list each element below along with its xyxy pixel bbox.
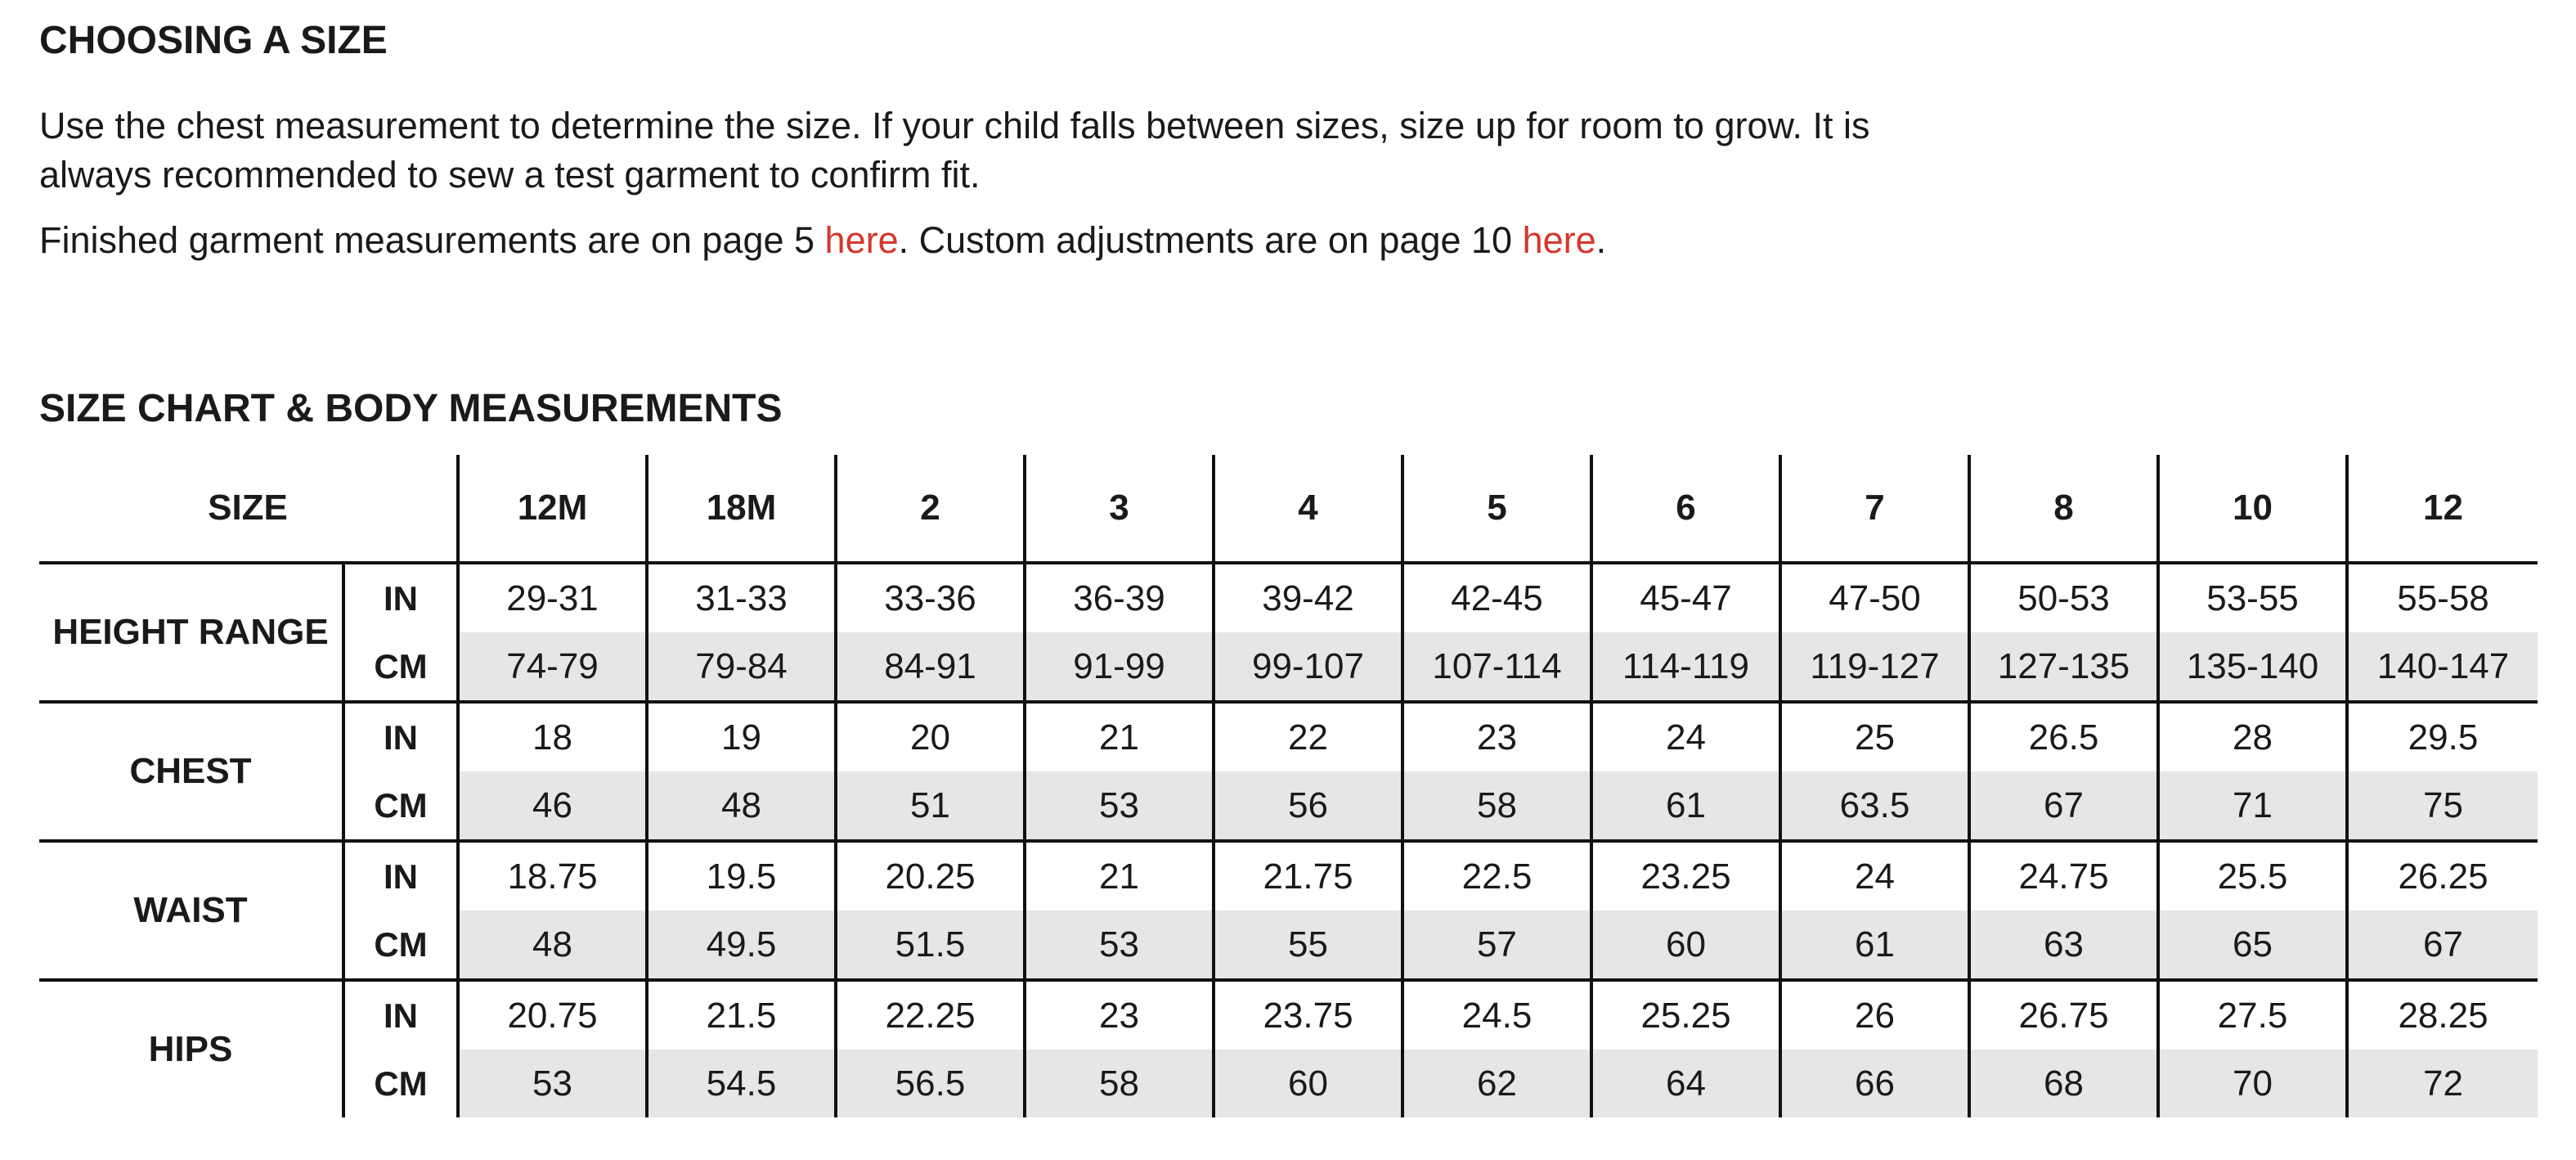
table-cell: 55-58 <box>2347 563 2538 632</box>
table-cell: 23 <box>1402 702 1591 771</box>
table-cell: 26 <box>1780 980 1969 1050</box>
table-cell: 71 <box>2158 771 2347 841</box>
table-cell: 63.5 <box>1780 771 1969 841</box>
garment-measurements-link[interactable]: here <box>824 219 899 261</box>
table-cell: 127-135 <box>1969 632 2158 702</box>
table-cell: 119-127 <box>1780 632 1969 702</box>
table-cell: 50-53 <box>1969 563 2158 632</box>
measurement-row-in <box>39 980 2538 1050</box>
unit-label-cm: CM <box>343 632 458 702</box>
table-cell: 20 <box>836 702 1025 771</box>
table-cell: 65 <box>2158 910 2347 980</box>
table-cell: 72 <box>2347 1050 2538 1117</box>
table-cell: 114-119 <box>1591 632 1780 702</box>
unit-label-in: IN <box>343 702 458 771</box>
table-cell: 20.75 <box>458 980 647 1050</box>
table-cell: 23.75 <box>1214 980 1402 1050</box>
table-cell: 23.25 <box>1591 841 1780 910</box>
table-cell: 28.25 <box>2347 980 2538 1050</box>
links-text-c: . <box>1595 219 1607 261</box>
table-cell: 24.75 <box>1969 841 2158 910</box>
unit-label-cm: CM <box>343 1050 458 1117</box>
table-cell: 47-50 <box>1780 563 1969 632</box>
measurement-label: HEIGHT RANGE <box>39 563 343 702</box>
size-chart-heading: SIZE CHART & BODY MEASUREMENTS <box>39 387 783 430</box>
size-header-row <box>39 455 2538 563</box>
size-chart-table <box>39 455 2538 1117</box>
table-cell: 21 <box>1025 702 1214 771</box>
table-cell: 25 <box>1780 702 1969 771</box>
measurement-label: HIPS <box>148 1029 233 1069</box>
table-cell: 84-91 <box>836 632 1025 702</box>
table-cell: 26.25 <box>2347 841 2538 910</box>
links-text-b: . Custom adjustments are on page 10 <box>898 219 1523 261</box>
table-cell: 26.75 <box>1969 980 2158 1050</box>
measurement-label: CHEST <box>39 702 343 841</box>
size-column-header: 7 <box>1780 455 1969 563</box>
table-cell: 56.5 <box>836 1050 1025 1117</box>
table-cell: 21 <box>1025 841 1214 910</box>
table-cell: 68 <box>1969 1050 2158 1117</box>
table-cell: 42-45 <box>1402 563 1591 632</box>
links-text-a: Finished garment measurements are on page 5 <box>39 219 825 261</box>
table-cell: 91-99 <box>1025 632 1214 702</box>
table-cell: 51 <box>836 771 1025 841</box>
table-cell: 28 <box>2158 702 2347 771</box>
page-heading: CHOOSING A SIZE <box>39 19 388 62</box>
measurement-row-cm <box>39 632 2538 702</box>
table-cell: 26.5 <box>1969 702 2158 771</box>
unit-label-cm: CM <box>343 910 458 980</box>
table-cell: 53 <box>458 1050 647 1117</box>
table-cell: 45-47 <box>1591 563 1780 632</box>
table-cell: 53 <box>1025 910 1214 980</box>
table-cell: 27.5 <box>2158 980 2347 1050</box>
table-cell: 46 <box>458 771 647 841</box>
table-cell: 64 <box>1591 1050 1780 1117</box>
table-cell: 55 <box>1214 910 1402 980</box>
table-cell: 24 <box>1780 841 1969 910</box>
size-column-header: 18M <box>647 455 836 563</box>
table-cell: 74-79 <box>458 632 647 702</box>
table-cell: 23 <box>1025 980 1214 1050</box>
table-cell: 22 <box>1214 702 1402 771</box>
measurement-row-cm <box>39 771 2538 841</box>
table-cell: 57 <box>1402 910 1591 980</box>
table-cell: 67 <box>1969 771 2158 841</box>
table-cell: 107-114 <box>1402 632 1591 702</box>
table-cell: 99-107 <box>1214 632 1402 702</box>
table-cell: 29.5 <box>2347 702 2538 771</box>
table-cell: 53 <box>1025 771 1214 841</box>
table-cell: 60 <box>1214 1050 1402 1117</box>
intro-paragraph: Use the chest measurement to determine the size. If your child falls between sizes, size up for room to grow. It is always recommended to sew a test garment to confirm fit. <box>39 105 1870 196</box>
table-cell: 48 <box>647 771 836 841</box>
table-cell: 36-39 <box>1025 563 1214 632</box>
size-column-header: 8 <box>1969 455 2158 563</box>
table-cell: 79-84 <box>647 632 836 702</box>
table-cell: 66 <box>1780 1050 1969 1117</box>
table-cell: 22.25 <box>836 980 1025 1050</box>
size-column-header: 5 <box>1402 455 1591 563</box>
table-cell: 61 <box>1780 910 1969 980</box>
table-cell: 53-55 <box>2158 563 2347 632</box>
table-cell: 24.5 <box>1402 980 1591 1050</box>
table-cell: 18 <box>458 702 647 771</box>
size-column-header: 12 <box>2347 455 2538 563</box>
size-column-header: 2 <box>836 455 1025 563</box>
size-label: SIZE <box>39 455 458 563</box>
size-column-header: 12M <box>458 455 647 563</box>
table-cell: 49.5 <box>647 910 836 980</box>
table-cell: 58 <box>1025 1050 1214 1117</box>
table-cell: 31-33 <box>647 563 836 632</box>
table-cell: 60 <box>1591 910 1780 980</box>
measurement-row-in <box>39 702 2538 771</box>
links-line <box>39 216 1606 265</box>
size-column-header: 10 <box>2158 455 2347 563</box>
table-cell: 25.25 <box>1591 980 1780 1050</box>
table-cell: 58 <box>1402 771 1591 841</box>
measurement-row-in <box>39 841 2538 910</box>
table-cell: 51.5 <box>836 910 1025 980</box>
table-cell: 67 <box>2347 910 2538 980</box>
table-cell: 75 <box>2347 771 2538 841</box>
table-cell: 21.75 <box>1214 841 1402 910</box>
measurement-row-in <box>39 563 2538 632</box>
table-cell: 63 <box>1969 910 2158 980</box>
table-cell: 70 <box>2158 1050 2347 1117</box>
table-cell: 33-36 <box>836 563 1025 632</box>
table-cell: 39-42 <box>1214 563 1402 632</box>
table-cell: 62 <box>1402 1050 1591 1117</box>
size-column-header: 3 <box>1025 455 1214 563</box>
custom-adjustments-link[interactable]: here <box>1522 219 1596 261</box>
table-cell: 135-140 <box>2158 632 2347 702</box>
measurement-row-cm <box>39 910 2538 980</box>
table-cell: 19.5 <box>647 841 836 910</box>
table-cell: 25.5 <box>2158 841 2347 910</box>
unit-label-in: IN <box>343 980 458 1050</box>
table-cell: 48 <box>458 910 647 980</box>
unit-label-in: IN <box>343 563 458 632</box>
table-cell: 54.5 <box>647 1050 836 1117</box>
table-cell: 29-31 <box>458 563 647 632</box>
table-cell: 24 <box>1591 702 1780 771</box>
table-cell: 19 <box>647 702 836 771</box>
size-chart-body <box>39 563 2538 1117</box>
table-cell: 20.25 <box>836 841 1025 910</box>
unit-label-cm: CM <box>343 771 458 841</box>
table-cell: 18.75 <box>458 841 647 910</box>
table-cell: 56 <box>1214 771 1402 841</box>
unit-label-in: IN <box>343 841 458 910</box>
measurement-row-cm <box>39 1050 2538 1117</box>
size-column-header: 6 <box>1591 455 1780 563</box>
table-cell: 140-147 <box>2347 632 2538 702</box>
table-cell: 61 <box>1591 771 1780 841</box>
table-cell: 22.5 <box>1402 841 1591 910</box>
table-cell: 21.5 <box>647 980 836 1050</box>
size-column-header: 4 <box>1214 455 1402 563</box>
measurement-label: WAIST <box>39 841 343 980</box>
